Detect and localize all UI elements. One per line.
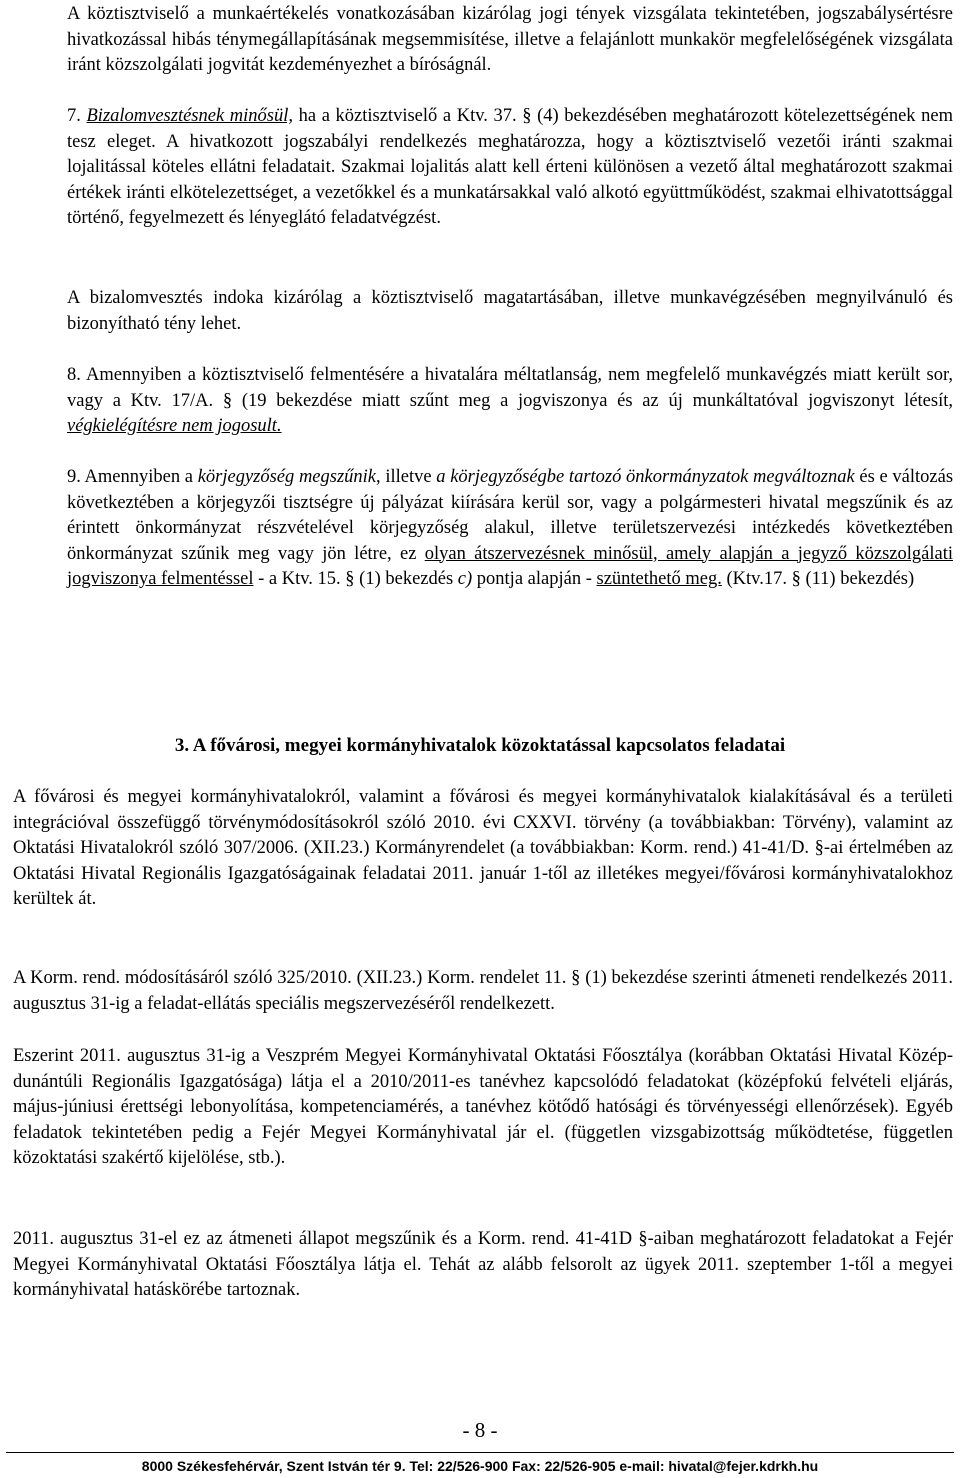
item-9-emph-h: c)	[457, 569, 473, 589]
item-9-emph-d: a körjegyzőségbe tartozó önkormányzatok megváltoznak	[436, 467, 855, 487]
item-9-underline-f: olyan átszervezésnek minősül, amely alapján a jegyző közszolgálati jogviszonya felmentéssel	[67, 543, 953, 589]
item-9-number: 9.	[67, 467, 81, 487]
item-8-text: Amennyiben a köztisztviselő felmentésére a hivatalára méltatlanság, nem megfelelő munkavégzés miatt került sor, vagy a Ktv. 17/A. § (19 bekezdése miatt szűnt meg a jogviszonya és az új munkáltatóval jogviszonyt létesít,	[67, 365, 953, 411]
item-9-text-c: , illetve	[376, 467, 437, 487]
item-9-paragraph	[67, 465, 953, 593]
item-9-text-e: és e változás következtében a körjegyzői tisztségre új pályázat kiírására kerül sor, vagy a polgármesteri hivatal megszűnik és az érintett önkormányzat részvételével körjegyzőség alakul, illetve területszervezési intézkedés következtében önkormányzat szűnik meg vagy jön létre, ez	[67, 467, 954, 564]
footer-divider	[6, 1452, 954, 1453]
item-8-emphasis: végkielégítésre nem jogosult.	[67, 416, 282, 436]
section-paragraph-4: 2011. augusztus 31-el ez az átmeneti állapot megszűnik és a Korm. rend. 41-41D §-aiban meghatározott feladatokat a Fejér Megyei Kormányhivatal Oktatási Főosztálya látja el. Tehát az alább felsorolt az ügyek 2011. szeptember 1-től a megyei kormányhivatal hatáskörébe tartoznak.	[13, 1229, 953, 1300]
footer-address: 8000 Székesfehérvár, Szent István tér 9. Tel: 22/526-900 Fax: 22/526-905 e-mail: hivatal@fejer.kdrkh.hu	[141, 1458, 819, 1474]
item-7-paragraph	[67, 104, 953, 232]
item-9-text-i: pontja alapján -	[472, 569, 597, 589]
item-8-number: 8.	[67, 365, 81, 385]
item-7-number: 7.	[67, 106, 81, 126]
item-9-emph-b: körjegyzőség megszűnik	[197, 467, 377, 487]
item-9-text-a: Amennyiben a	[84, 467, 198, 487]
item-9-text-k: (Ktv.17. § (11) bekezdés)	[721, 569, 915, 589]
page-number: - 8 -	[462, 1418, 498, 1442]
item-8-paragraph	[67, 363, 953, 440]
item-7-second-paragraph: A bizalomvesztés indoka kizárólag a köztisztviselő magatartásában, illetve munkavégzésében megnyilvánuló és bizonyítható tény lehet.	[67, 288, 953, 334]
item-9-text-g: - a Ktv. 15. § (1) bekezdés	[253, 569, 458, 589]
item-9-underline-j: szüntethető meg.	[596, 569, 722, 589]
section-paragraph-2: A Korm. rend. módosításáról szóló 325/2010. (XII.23.) Korm. rendelet 11. § (1) bekezdése szerinti átmeneti rendelkezés 2011. augusztus 31-ig a feladat-ellátás speciális megszervezéséről rendelkezett.	[13, 968, 953, 1014]
section-heading: 3. A fővárosi, megyei kormányhivatalok közoktatással kapcsolatos feladatai	[174, 735, 786, 756]
section-paragraph-3: Eszerint 2011. augusztus 31-ig a Veszprém Megyei Kormányhivatal Oktatási Főosztálya (korábban Oktatási Hivatal Közép-dunántúli Regionális Igazgatósága) látja el a 2010/2011-es tanévhez kapcsolódó feladatokat (középfokú felvételi eljárás, május-júniusi érettségi lebonyolítása, kompetenciamérés, a tanévhez kötődő hatósági és törvényességi ellenőrzések). Egyéb feladatok tekintetében pedig a Fejér Megyei Kormányhivatal jár el. (független vizsgabizottság működtetése, független közoktatási szakértő kijelölése, stb.).	[13, 1046, 953, 1168]
section-paragraph-1: A fővárosi és megyei kormányhivatalokról, valamint a fővárosi és megyei kormányhivatalok kialakításával és a területi integrációval összefüggő törvénymódosításokról szóló 2010. évi CXXVI. törvény (a továbbiakban: Törvény), valamint az Oktatási Hivatalokról szóló 307/2006. (XII.23.) Kormányrendelet (a továbbiakban: Korm. rend.) 41-41/D. §-ai értelmében az Oktatási Hivatal Regionális Igazgatóságainak feladatai 2011. január 1-től az illetékes megyei/fővárosi kormányhivatalokhoz kerültek át.	[13, 787, 953, 909]
item-7-text: ha a köztisztviselő a Ktv. 37. § (4) bekezdésében meghatározott kötelezettségének nem tesz eleget. A hivatkozott jogszabályi rendelkezés meghatározza, hogy a köztisztviselő vezetői iránti szakmai lojalitással köteles ellátni feladatait. Szakmai lojalitás alatt kell érteni különösen a vezető által meghatározott szakmai értékek iránti elkötelezettséget, a vezetőkkel és a munkatársakkal való alkotó együttműködést, szakmai elhivatottsággal történő, fegyelmezett és lényeglátó feladatvégzést.	[67, 106, 954, 228]
intro-paragraph: A köztisztviselő a munkaértékelés vonatkozásában kizárólag jogi tények vizsgálata tekintetében, jogszabálysértésre hivatkozással hibás ténymegállapításának megsemmisítése, illetve a felajánlott munkakör megfelelőségének vizsgálata iránt közszolgálati jogvitát kezdeményezhet a bíróságnál.	[67, 4, 953, 75]
item-7-title: Bizalomvesztésnek minősül,	[86, 106, 294, 126]
